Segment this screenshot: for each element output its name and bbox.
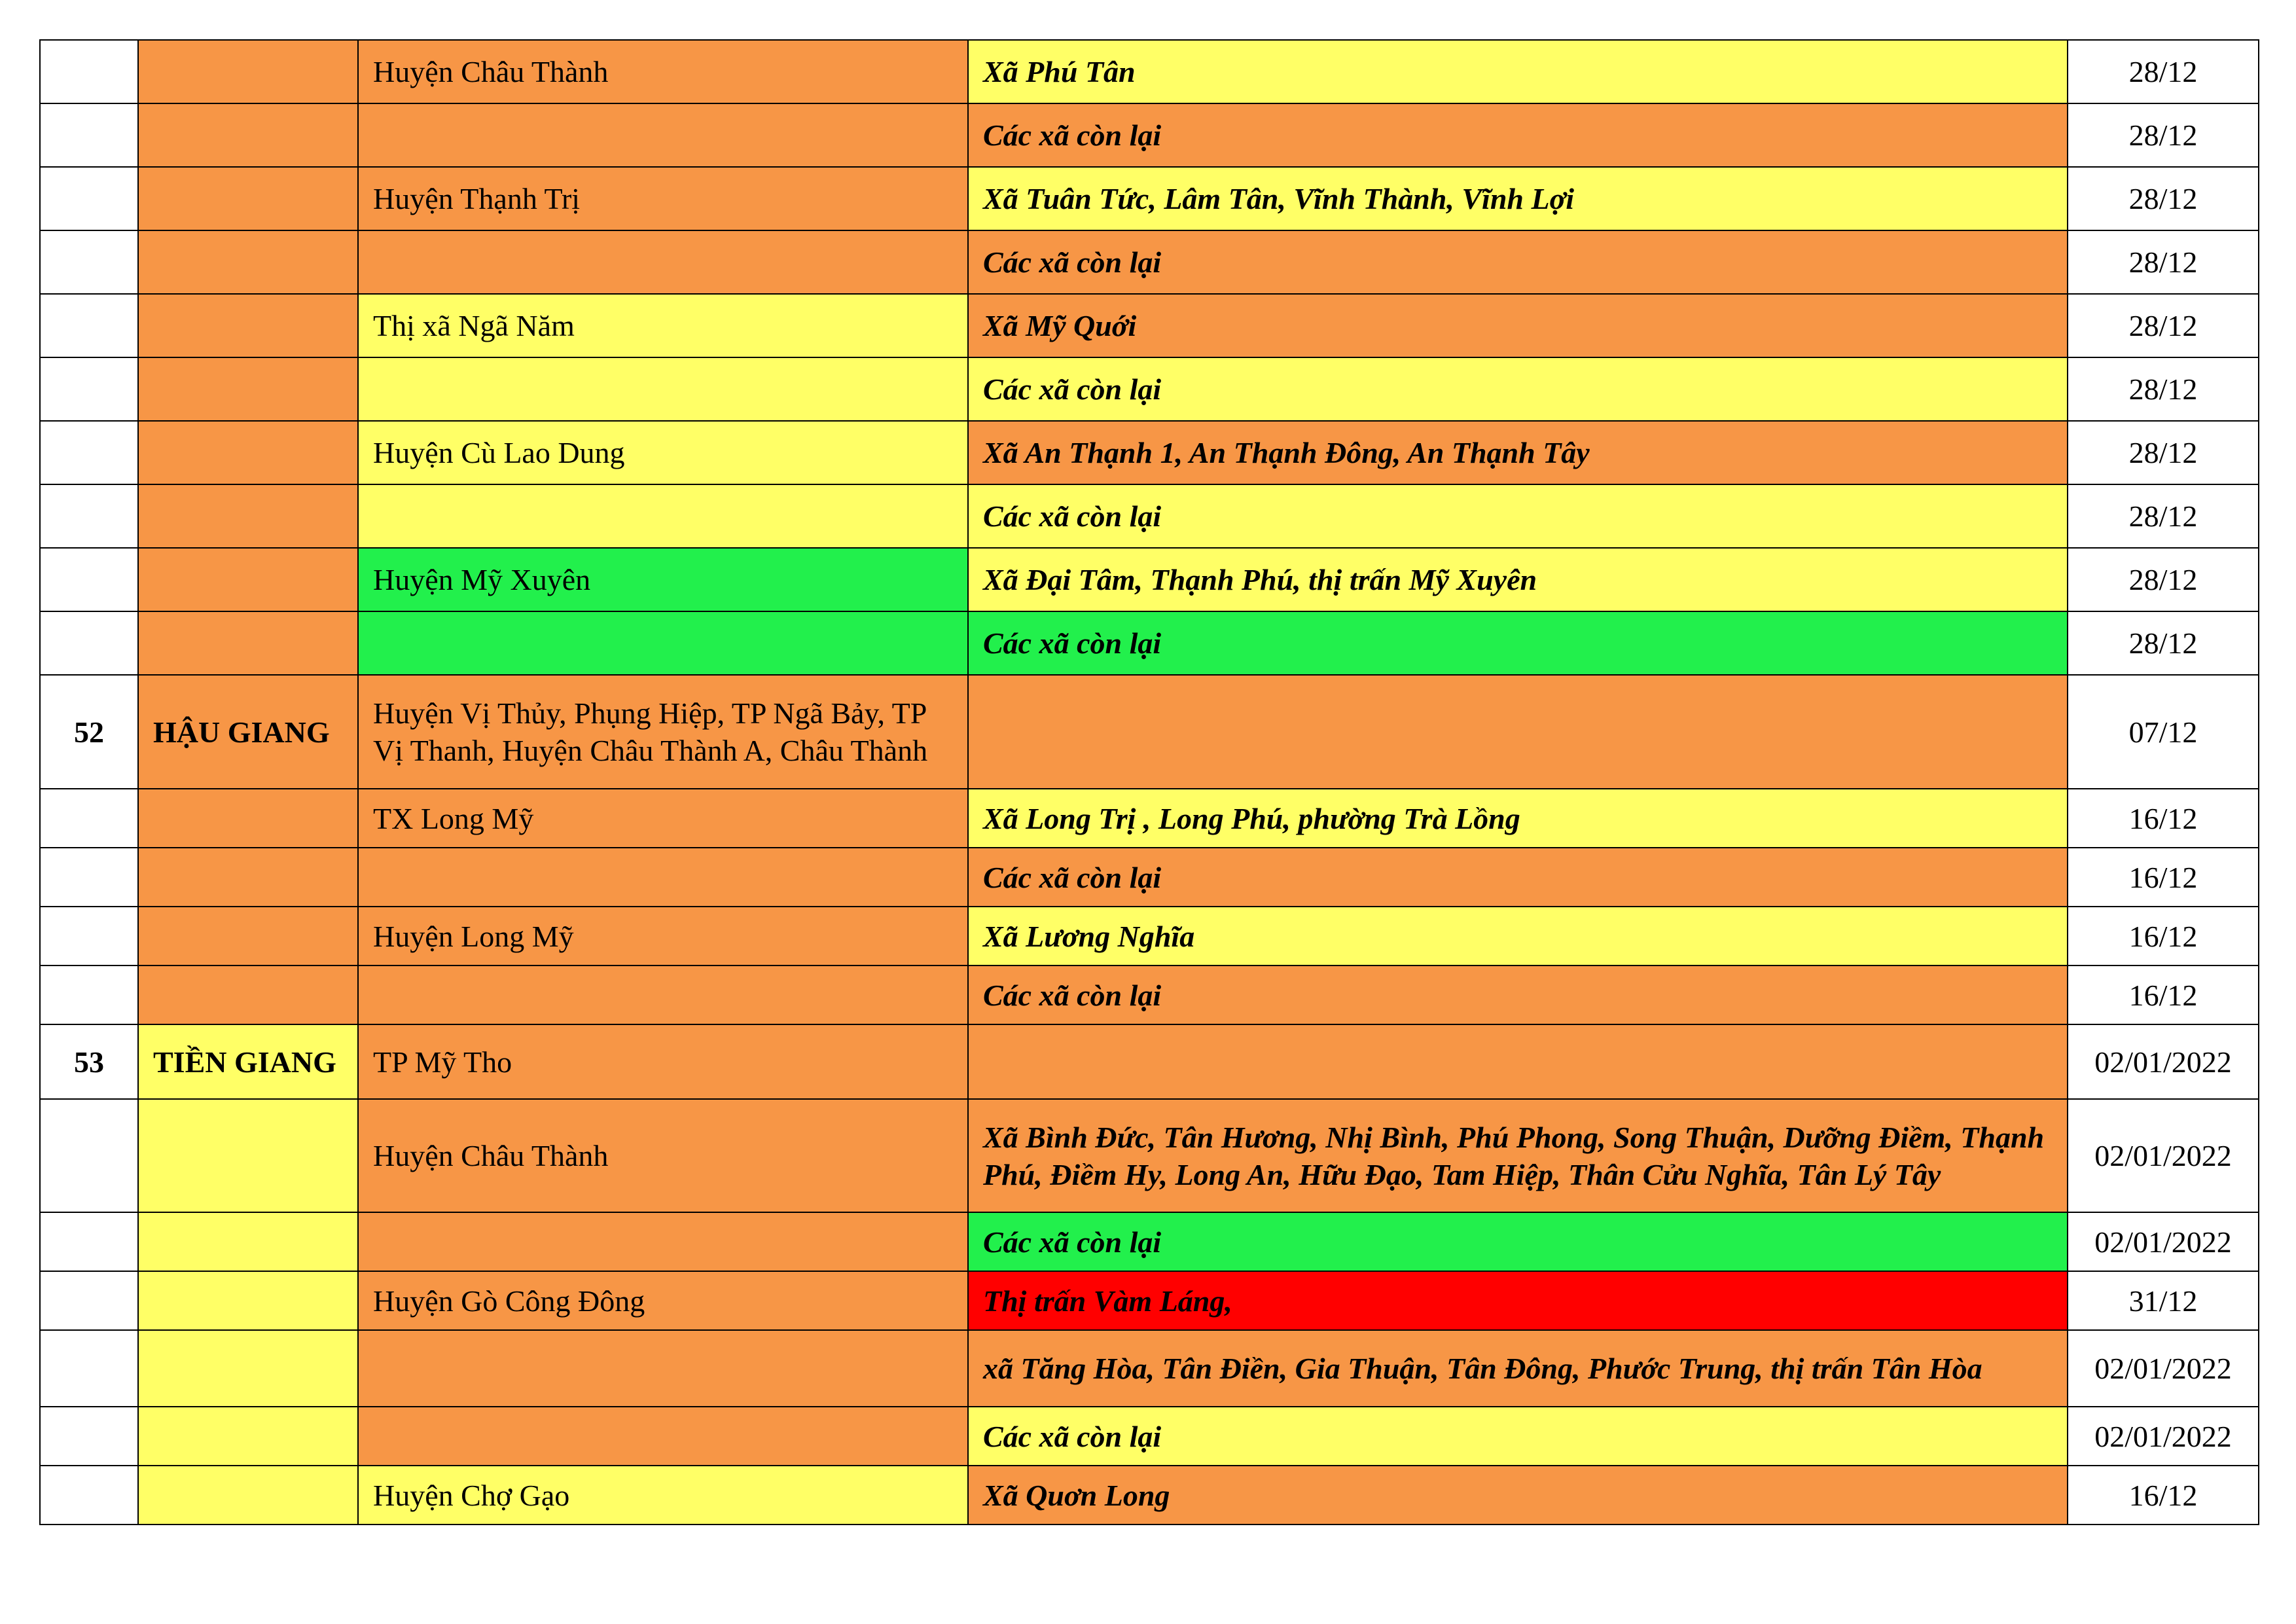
stt-cell: 52 xyxy=(40,675,138,789)
district-cell: Huyện Thạnh Trị xyxy=(358,167,968,230)
date-cell: 28/12 xyxy=(2068,421,2259,484)
stt-cell xyxy=(40,548,138,611)
district-cell: Huyện Châu Thành xyxy=(358,40,968,103)
province-cell xyxy=(138,965,358,1024)
commune-cell: Xã Mỹ Quới xyxy=(968,294,2068,357)
commune-cell: Các xã còn lại xyxy=(968,230,2068,294)
table-row xyxy=(40,1330,2259,1407)
commune-cell: Xã Đại Tâm, Thạnh Phú, thị trấn Mỹ Xuyên xyxy=(968,548,2068,611)
province-cell xyxy=(138,357,358,421)
province-cell xyxy=(138,294,358,357)
table-row xyxy=(40,1271,2259,1330)
district-cell: TP Mỹ Tho xyxy=(358,1024,968,1099)
table-row xyxy=(40,1466,2259,1525)
stt-cell xyxy=(40,965,138,1024)
province-cell xyxy=(138,1330,358,1407)
province-cell: HẬU GIANG xyxy=(138,675,358,789)
stt-cell xyxy=(40,167,138,230)
commune-cell: Xã Bình Đức, Tân Hương, Nhị Bình, Phú Phong, Song Thuận, Dưỡng Điềm, Thạnh Phú, Điềm Hy, Long An, Hữu Đạo, Tam Hiệp, Thân Cửu Nghĩa, Tân Lý Tây xyxy=(968,1099,2068,1212)
commune-cell: Thị trấn Vàm Láng, xyxy=(968,1271,2068,1330)
district-cell: TX Long Mỹ xyxy=(358,789,968,848)
date-cell: 28/12 xyxy=(2068,103,2259,167)
district-cell xyxy=(358,848,968,907)
province-cell: TIỀN GIANG xyxy=(138,1024,358,1099)
commune-cell: Các xã còn lại xyxy=(968,848,2068,907)
date-cell: 16/12 xyxy=(2068,848,2259,907)
date-cell: 28/12 xyxy=(2068,294,2259,357)
district-cell: Thị xã Ngã Năm xyxy=(358,294,968,357)
province-cell xyxy=(138,611,358,675)
stt-cell xyxy=(40,421,138,484)
table-row xyxy=(40,357,2259,421)
table-row xyxy=(40,1099,2259,1212)
commune-cell: Xã An Thạnh 1, An Thạnh Đông, An Thạnh Tây xyxy=(968,421,2068,484)
date-cell: 02/01/2022 xyxy=(2068,1330,2259,1407)
table-row xyxy=(40,907,2259,965)
province-cell xyxy=(138,421,358,484)
province-cell xyxy=(138,1407,358,1466)
commune-cell: Các xã còn lại xyxy=(968,965,2068,1024)
date-cell: 28/12 xyxy=(2068,548,2259,611)
commune-cell xyxy=(968,1024,2068,1099)
district-cell: Huyện Châu Thành xyxy=(358,1099,968,1212)
district-cell xyxy=(358,611,968,675)
stt-cell xyxy=(40,1212,138,1271)
district-cell: Huyện Long Mỹ xyxy=(358,907,968,965)
province-cell xyxy=(138,230,358,294)
table-row xyxy=(40,1212,2259,1271)
district-cell: Huyện Cù Lao Dung xyxy=(358,421,968,484)
stt-cell xyxy=(40,611,138,675)
district-cell xyxy=(358,103,968,167)
table-row xyxy=(40,965,2259,1024)
date-cell: 16/12 xyxy=(2068,965,2259,1024)
stt-cell xyxy=(40,1271,138,1330)
commune-cell xyxy=(968,675,2068,789)
district-cell xyxy=(358,357,968,421)
table-row xyxy=(40,789,2259,848)
table-row xyxy=(40,484,2259,548)
province-cell xyxy=(138,40,358,103)
district-cell: Huyện Vị Thủy, Phụng Hiệp, TP Ngã Bảy, TP Vị Thanh, Huyện Châu Thành A, Châu Thành xyxy=(358,675,968,789)
zone-table xyxy=(39,39,2259,1525)
district-cell xyxy=(358,965,968,1024)
date-cell: 28/12 xyxy=(2068,611,2259,675)
table-row xyxy=(40,1407,2259,1466)
province-cell xyxy=(138,167,358,230)
table-row xyxy=(40,421,2259,484)
table-row xyxy=(40,294,2259,357)
date-cell: 31/12 xyxy=(2068,1271,2259,1330)
date-cell: 28/12 xyxy=(2068,40,2259,103)
table-row xyxy=(40,611,2259,675)
commune-cell: Xã Tuân Tức, Lâm Tân, Vĩnh Thành, Vĩnh Lợi xyxy=(968,167,2068,230)
province-cell xyxy=(138,1466,358,1525)
stt-cell xyxy=(40,1099,138,1212)
date-cell: 28/12 xyxy=(2068,484,2259,548)
province-cell xyxy=(138,848,358,907)
province-cell xyxy=(138,907,358,965)
district-cell xyxy=(358,1212,968,1271)
date-cell: 28/12 xyxy=(2068,357,2259,421)
stt-cell xyxy=(40,103,138,167)
stt-cell xyxy=(40,294,138,357)
district-cell xyxy=(358,484,968,548)
province-cell xyxy=(138,484,358,548)
commune-cell: Các xã còn lại xyxy=(968,611,2068,675)
date-cell: 02/01/2022 xyxy=(2068,1407,2259,1466)
stt-cell: 53 xyxy=(40,1024,138,1099)
district-cell xyxy=(358,1407,968,1466)
district-cell xyxy=(358,230,968,294)
commune-cell: Các xã còn lại xyxy=(968,357,2068,421)
table-row xyxy=(40,103,2259,167)
commune-cell: Các xã còn lại xyxy=(968,103,2068,167)
stt-cell xyxy=(40,1407,138,1466)
date-cell: 02/01/2022 xyxy=(2068,1212,2259,1271)
table-row xyxy=(40,848,2259,907)
date-cell: 28/12 xyxy=(2068,230,2259,294)
commune-cell: Xã Long Trị , Long Phú, phường Trà Lồng xyxy=(968,789,2068,848)
table-row xyxy=(40,548,2259,611)
district-cell: Huyện Gò Công Đông xyxy=(358,1271,968,1330)
date-cell: 02/01/2022 xyxy=(2068,1024,2259,1099)
stt-cell xyxy=(40,40,138,103)
date-cell: 28/12 xyxy=(2068,167,2259,230)
district-cell: Huyện Mỹ Xuyên xyxy=(358,548,968,611)
commune-cell: Các xã còn lại xyxy=(968,1407,2068,1466)
stt-cell xyxy=(40,907,138,965)
table-row xyxy=(40,1024,2259,1099)
table-row xyxy=(40,230,2259,294)
province-cell xyxy=(138,789,358,848)
date-cell: 07/12 xyxy=(2068,675,2259,789)
stt-cell xyxy=(40,357,138,421)
commune-cell: Xã Quơn Long xyxy=(968,1466,2068,1525)
commune-cell: Các xã còn lại xyxy=(968,1212,2068,1271)
commune-cell: xã Tăng Hòa, Tân Điền, Gia Thuận, Tân Đông, Phước Trung, thị trấn Tân Hòa xyxy=(968,1330,2068,1407)
date-cell: 02/01/2022 xyxy=(2068,1099,2259,1212)
stt-cell xyxy=(40,1330,138,1407)
commune-cell: Các xã còn lại xyxy=(968,484,2068,548)
province-cell xyxy=(138,1212,358,1271)
province-cell xyxy=(138,548,358,611)
district-cell xyxy=(358,1330,968,1407)
province-cell xyxy=(138,1271,358,1330)
province-cell xyxy=(138,103,358,167)
stt-cell xyxy=(40,789,138,848)
table-body xyxy=(40,40,2259,1525)
commune-cell: Xã Lương Nghĩa xyxy=(968,907,2068,965)
table-row xyxy=(40,167,2259,230)
date-cell: 16/12 xyxy=(2068,907,2259,965)
commune-cell: Xã Phú Tân xyxy=(968,40,2068,103)
table-row xyxy=(40,40,2259,103)
stt-cell xyxy=(40,230,138,294)
table-row xyxy=(40,675,2259,789)
stt-cell xyxy=(40,484,138,548)
stt-cell xyxy=(40,1466,138,1525)
province-cell xyxy=(138,1099,358,1212)
date-cell: 16/12 xyxy=(2068,789,2259,848)
district-cell: Huyện Chợ Gạo xyxy=(358,1466,968,1525)
date-cell: 16/12 xyxy=(2068,1466,2259,1525)
stt-cell xyxy=(40,848,138,907)
